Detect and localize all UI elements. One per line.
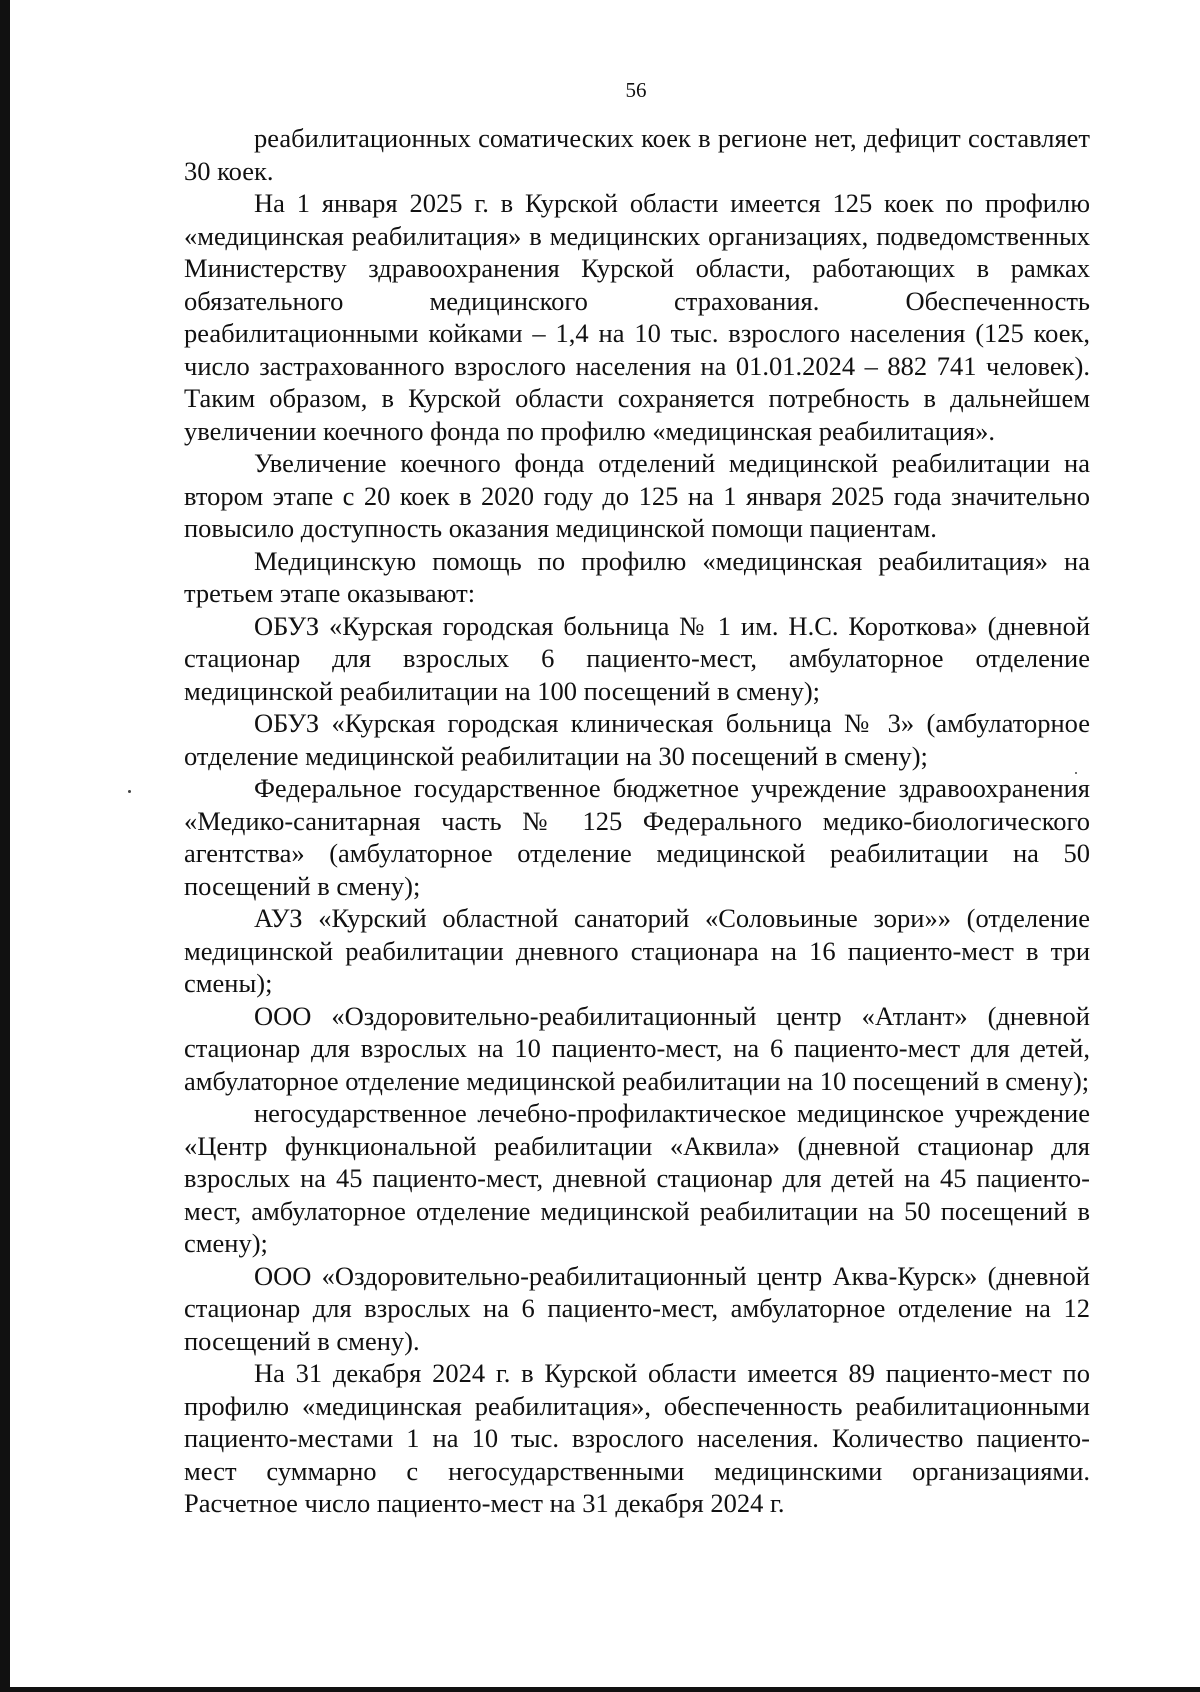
paragraph-bed-increase: Увеличение коечного фонда отделений медицинской реабилитации на втором этапе с 20 коек в 2020 году до 125 на 1 января 2025 года значительно повысило доступность оказания медицинской помощи пациентам. — [184, 448, 1090, 543]
list-item-hospital-1: ОБУЗ «Курская городская больница № 1 им. Н.С. Короткова» (дневной стационар для взрослых 6 пациенто-мест, амбулаторное отделение медицинской реабилитации на 100 посещений в смену); — [184, 610, 1090, 706]
scan-speck — [128, 790, 131, 793]
list-item-sanatorium: АУЗ «Курский областной санаторий «Соловьиные зори»» (отделение медицинской реабилитации дневного стационара на 16 пациенто-мест в три смены); — [184, 903, 1090, 998]
paragraph-patient-places: На 31 декабря 2024 г. в Курской области имеется 89 пациенто-мест по профилю «медицинская реабилитация», обеспеченность реабилитационными пациенто-местами 1 на 10 тыс. взрослого населения. Количество пациенто-мест суммарно с негосударственными медицинскими организациями. Расчетное число пациенто-мест на 31 декабря 2024 г. — [184, 1358, 1090, 1518]
list-item-atlant: ООО «Оздоровительно-реабилитационный центр «Атлант» (дневной стационар для взрослых на 10 пациенто-мест, на 6 пациенто-мест для детей, амбулаторное отделение медицинской реабилитации на 10 посещений в смену); — [184, 1000, 1090, 1096]
document-body — [184, 122, 1090, 1520]
scan-edge-bottom — [0, 1687, 1200, 1692]
list-item-akva-kursk: ООО «Оздоровительно-реабилитационный центр Аква-Курск» (дневной стационар для взрослых на 6 пациенто-мест, амбулаторное отделение на 12 посещений в смену). — [184, 1260, 1090, 1356]
page-number: 56 — [625, 78, 647, 102]
list-item-hospital-3: ОБУЗ «Курская городская клиническая больница № 3» (амбулаторное отделение медицинской реабилитации на 30 посещений в смену); — [184, 708, 1090, 771]
paragraph-bed-capacity: На 1 января 2025 г. в Курской области имеется 125 коек по профилю «медицинская реабилитация» в медицинских организациях, подведомственных Министерству здравоохранения Курской области, работающих в рамках обязательного медицинского страхования. Обеспеченность реабилитационными койками – 1,4 на 10 тыс. взрослого населения (125 коек, число застрахованного взрослого населения на 01.01.2024 – 882 741 человек). Таким образом, в Курской области сохраняется потребность в дальнейшем увеличении коечного фонда по профилю «медицинская реабилитация». — [184, 188, 1090, 446]
paragraph-continuation: реабилитационных соматических коек в регионе нет, дефицит составляет 30 коек. — [184, 123, 1090, 186]
paragraph-third-stage-intro: Медицинскую помощь по профилю «медицинская реабилитация» на третьем этапе оказывают: — [184, 545, 1090, 608]
scan-edge-left — [0, 0, 10, 1692]
list-item-msch-125: Федеральное государственное бюджетное учреждение здравоохранения «Медико-санитарная часть № 125 Федерального медико-биологического агентства» (амбулаторное отделение медицинской реабилитации на 50 посещений в смену); — [184, 773, 1090, 901]
list-item-akvila: негосударственное лечебно-профилактическое медицинское учреждение «Центр функциональной реабилитации «Аквила» (дневной стационар для взрослых на 45 пациенто-мест, дневной стационар для детей на 45 пациенто-мест, амбулаторное отделение медицинской реабилитации на 50 посещений в смену); — [184, 1098, 1090, 1258]
